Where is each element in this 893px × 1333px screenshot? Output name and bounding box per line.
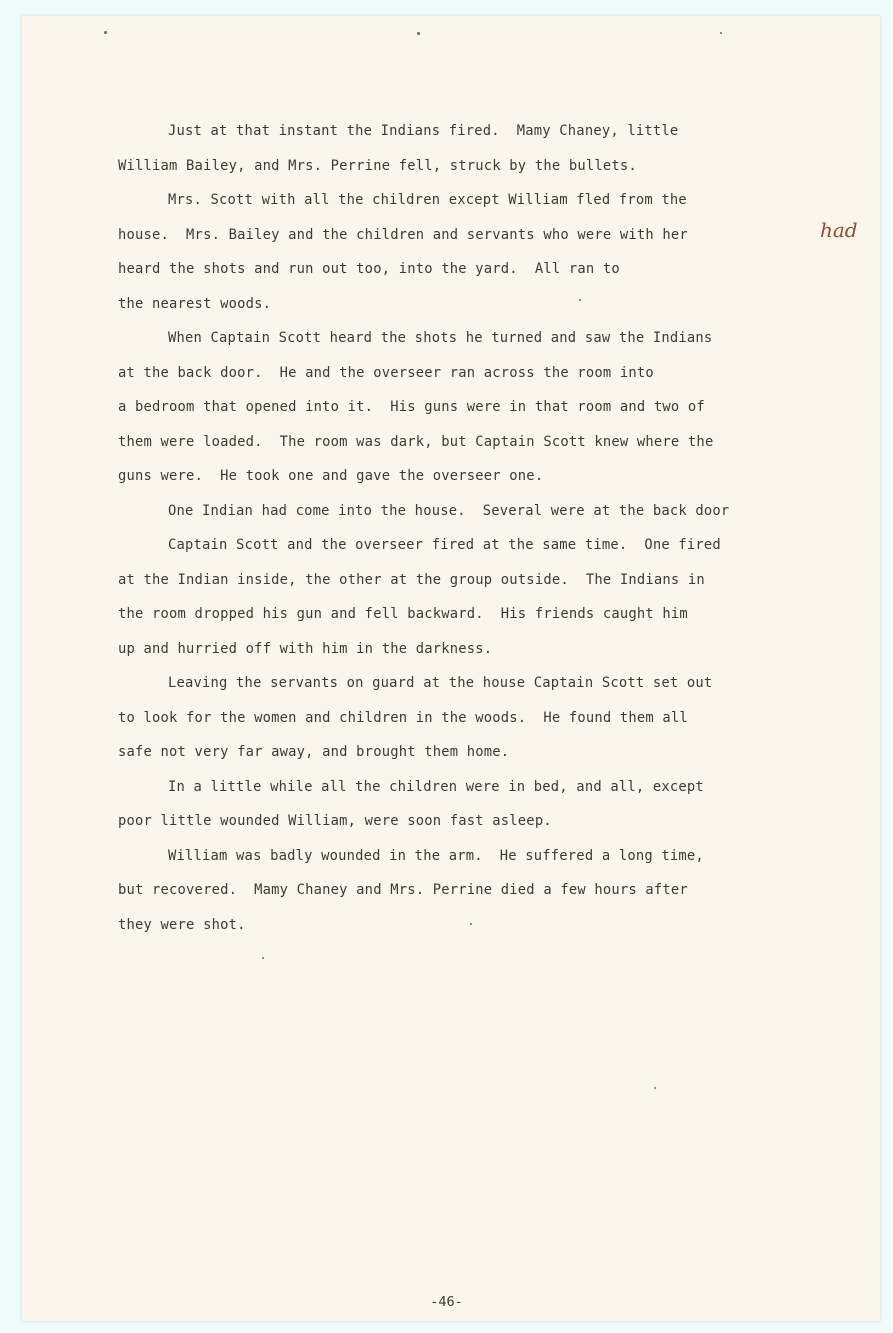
text-line: at the Indian inside, the other at the group outside. The Indians in (118, 571, 705, 588)
text-line: In a little while all the children were in bed, and all, except (168, 778, 704, 795)
text-line: the nearest woods. (118, 295, 272, 312)
paper-speck (720, 32, 722, 34)
text-line: heard the shots and run out too, into the yard. All ran to (118, 261, 620, 277)
text-line: Mrs. Scott with all the children except William fled from the (168, 192, 687, 208)
text-line: but recovered. Mamy Chaney and Mrs. Perrine died a few hours after (118, 882, 688, 898)
text-line: a bedroom that opened into it. His guns were in that room and two of (118, 399, 705, 415)
text-line: poor little wounded William, were soon fast asleep. (118, 813, 552, 829)
text-line: When Captain Scott heard the shots he turned and saw the Indians (168, 330, 713, 346)
text-line: house. Mrs. Bailey and the children and servants who were with her (118, 226, 688, 243)
text-line: Leaving the servants on guard at the house Captain Scott set out (168, 675, 713, 691)
handwritten-annotation: had (820, 218, 858, 242)
text-line: the room dropped his gun and fell backward. His friends caught him (118, 606, 688, 622)
text-line: them were loaded. The room was dark, but Captain Scott knew where the (118, 433, 714, 450)
text-line: William Bailey, and Mrs. Perrine fell, struck by the bullets. (118, 157, 637, 174)
paper-speck (654, 1087, 656, 1089)
paper-speck (104, 31, 107, 34)
paper-speck (417, 32, 420, 35)
text-line: safe not very far away, and brought them home. (118, 744, 510, 760)
text-line: up and hurried off with him in the darkness. (118, 640, 493, 657)
text-line: Just at that instant the Indians fired. Mamy Chaney, little (168, 123, 679, 139)
text-line: One Indian had come into the house. Several were at the back door (168, 502, 730, 519)
text-line: they were shot. (118, 916, 246, 933)
paper-speck (262, 957, 264, 959)
text-line: at the back door. He and the overseer ran across the room into (118, 364, 654, 381)
text-line: guns were. He took one and gave the overseer one. (118, 468, 544, 484)
text-line: to look for the women and children in the woods. He found them all (118, 709, 688, 726)
text-line: William was badly wounded in the arm. He suffered a long time, (168, 847, 704, 864)
typed-text-body (118, 114, 838, 942)
page-number: -46- (430, 1294, 463, 1310)
text-line: Captain Scott and the overseer fired at the same time. One fired (168, 537, 721, 553)
